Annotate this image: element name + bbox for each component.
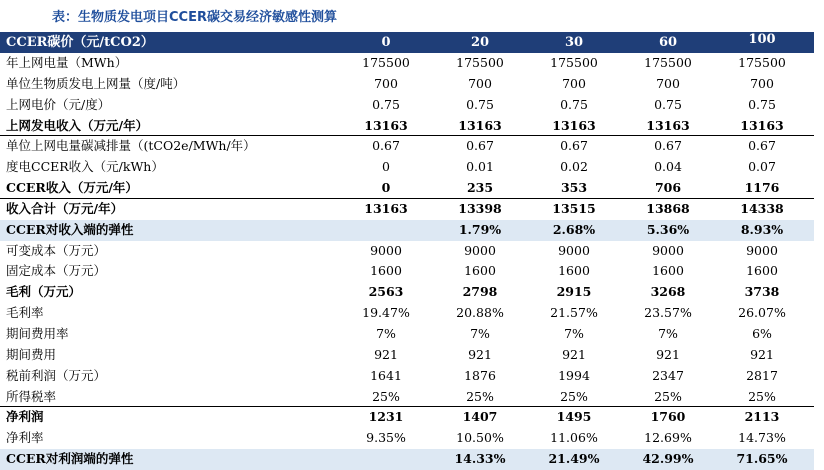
row-value: 7% bbox=[470, 325, 490, 341]
row-label: CCER对收入端的弹性 bbox=[6, 221, 134, 237]
row-tariff bbox=[0, 95, 814, 116]
row-value: 700 bbox=[750, 75, 774, 91]
row-value: 14338 bbox=[740, 200, 784, 216]
row-value: 700 bbox=[468, 75, 492, 91]
row-value: 0.67 bbox=[466, 138, 494, 154]
row-value: 2798 bbox=[462, 284, 498, 300]
row-value: 0.01 bbox=[466, 159, 494, 175]
row-value: 21.57% bbox=[550, 305, 598, 321]
row-label: 上网发电收入（万元/年） bbox=[6, 117, 149, 133]
row-value: 25% bbox=[654, 388, 682, 404]
row-value: 0.67 bbox=[748, 138, 776, 154]
row-value: 175500 bbox=[550, 55, 598, 70]
table-body bbox=[0, 53, 814, 470]
row-value: 9000 bbox=[746, 242, 778, 258]
row-value: 25% bbox=[372, 388, 400, 404]
row-value: 2.68% bbox=[552, 221, 596, 237]
row-value: 1407 bbox=[462, 409, 498, 425]
row-value: 1600 bbox=[370, 263, 402, 279]
row-label: CCER收入（万元/年） bbox=[6, 180, 138, 196]
row-value: 353 bbox=[560, 180, 588, 196]
row-value: 14.33% bbox=[454, 451, 506, 467]
row-label: 上网电价（元/度） bbox=[6, 96, 111, 112]
header-col-0: 0 bbox=[381, 35, 391, 50]
row-value: 9000 bbox=[652, 242, 684, 258]
row-total-revenue bbox=[0, 199, 814, 220]
table-title: 表：生物质发电项目CCER碳交易经济敏感性测算 bbox=[52, 10, 337, 25]
row-value: 42.99% bbox=[642, 451, 694, 467]
row-label: 固定成本（万元） bbox=[6, 263, 107, 279]
row-value: 9000 bbox=[464, 242, 496, 258]
row-value: 13515 bbox=[552, 200, 596, 216]
row-label: 期间费用率 bbox=[6, 325, 69, 341]
row-value: 7% bbox=[564, 325, 584, 341]
row-label: 可变成本（万元） bbox=[6, 242, 107, 258]
row-net-margin bbox=[0, 428, 814, 449]
row-value: 2563 bbox=[368, 284, 404, 300]
row-value: 8.93% bbox=[740, 221, 784, 237]
row-profit-elasticity bbox=[0, 449, 814, 470]
row-power-revenue bbox=[0, 116, 814, 137]
header-col-100: 100 bbox=[748, 32, 776, 47]
row-label: 期间费用 bbox=[6, 346, 57, 362]
row-value: 25% bbox=[748, 388, 776, 404]
row-value: 2915 bbox=[556, 284, 592, 300]
row-value: 0.67 bbox=[560, 138, 588, 154]
row-value: 12.69% bbox=[644, 430, 692, 446]
row-value: 2817 bbox=[746, 367, 778, 383]
row-value: 26.07% bbox=[738, 305, 786, 321]
row-value: 175500 bbox=[644, 55, 692, 70]
row-value: 700 bbox=[374, 75, 398, 91]
row-value: 21.49% bbox=[548, 451, 600, 467]
row-emission-reduction bbox=[0, 136, 814, 157]
row-value: 0.67 bbox=[372, 138, 400, 154]
row-value: 10.50% bbox=[456, 430, 504, 446]
row-value: 1760 bbox=[650, 409, 686, 425]
row-label: 净利率 bbox=[6, 430, 44, 446]
row-value: 175500 bbox=[738, 55, 786, 70]
header-col-30: 30 bbox=[564, 35, 584, 50]
row-value: 1600 bbox=[464, 263, 496, 279]
header-col-60: 60 bbox=[658, 35, 678, 50]
row-value: 13163 bbox=[740, 117, 784, 133]
row-value: 1641 bbox=[370, 367, 402, 383]
row-ccer-revenue bbox=[0, 178, 814, 199]
header-label: CCER碳价（元/tCO2） bbox=[6, 35, 154, 50]
row-period-expense bbox=[0, 345, 814, 366]
row-value: 0.75 bbox=[560, 96, 588, 112]
row-unit-output bbox=[0, 74, 814, 95]
row-value: 0.07 bbox=[748, 159, 776, 175]
row-value: 921 bbox=[656, 346, 680, 362]
row-label: 度电CCER收入（元/kWh） bbox=[6, 159, 164, 175]
row-value: 1176 bbox=[744, 180, 780, 196]
row-value: 71.65% bbox=[736, 451, 788, 467]
row-value: 700 bbox=[656, 75, 680, 91]
row-value: 921 bbox=[562, 346, 586, 362]
row-value: 9.35% bbox=[366, 430, 406, 446]
row-value: 9000 bbox=[370, 242, 402, 258]
row-value: 6% bbox=[752, 325, 772, 341]
row-value: 13163 bbox=[646, 117, 690, 133]
row-value: 13398 bbox=[458, 200, 502, 216]
row-value: 2113 bbox=[744, 409, 780, 425]
row-value: 1231 bbox=[368, 409, 404, 425]
row-value: 1495 bbox=[556, 409, 592, 425]
row-label: 毛利（万元） bbox=[6, 284, 82, 300]
row-value: 2347 bbox=[652, 367, 684, 383]
row-value: 175500 bbox=[456, 55, 504, 70]
row-net-profit bbox=[0, 407, 814, 428]
row-label: CCER对利润端的弹性 bbox=[6, 451, 134, 467]
row-label: 所得税率 bbox=[6, 388, 57, 404]
row-value: 1.79% bbox=[458, 221, 502, 237]
row-value: 0.75 bbox=[748, 96, 776, 112]
row-value: 921 bbox=[750, 346, 774, 362]
row-value: 3268 bbox=[650, 284, 686, 300]
row-value: 11.06% bbox=[550, 430, 598, 446]
row-value: 921 bbox=[468, 346, 492, 362]
row-gross-profit bbox=[0, 282, 814, 303]
row-label: 单位上网电量碳减排量（(tCO2e/MWh/年） bbox=[6, 138, 256, 154]
row-value: 13868 bbox=[646, 200, 690, 216]
row-value: 0.67 bbox=[654, 138, 682, 154]
row-label: 收入合计（万元/年） bbox=[6, 200, 124, 216]
row-value: 13163 bbox=[364, 117, 408, 133]
row-value: 1876 bbox=[464, 367, 496, 383]
row-gross-margin bbox=[0, 303, 814, 324]
row-value: 0 bbox=[381, 180, 391, 196]
row-value: 23.57% bbox=[644, 305, 692, 321]
row-value: 0.75 bbox=[466, 96, 494, 112]
row-value: 20.88% bbox=[456, 305, 504, 321]
row-value: 7% bbox=[376, 325, 396, 341]
row-label: 税前利润（万元） bbox=[6, 367, 107, 383]
row-label: 年上网电量（MWh） bbox=[6, 55, 128, 70]
row-value: 1600 bbox=[652, 263, 684, 279]
row-fixed-cost bbox=[0, 261, 814, 282]
row-value: 1994 bbox=[558, 367, 590, 383]
row-value: 13163 bbox=[364, 200, 408, 216]
row-value: 700 bbox=[562, 75, 586, 91]
row-value: 13163 bbox=[552, 117, 596, 133]
row-value: 0.75 bbox=[654, 96, 682, 112]
table-header bbox=[0, 32, 814, 53]
row-expense-ratio bbox=[0, 324, 814, 345]
row-pretax-profit bbox=[0, 366, 814, 387]
row-value: 14.73% bbox=[738, 430, 786, 446]
row-value: 0 bbox=[382, 159, 390, 175]
row-label: 毛利率 bbox=[6, 305, 44, 321]
row-value: 1600 bbox=[558, 263, 590, 279]
row-value: 13163 bbox=[458, 117, 502, 133]
row-value: 706 bbox=[654, 180, 682, 196]
row-value: 0.04 bbox=[654, 159, 682, 175]
row-value: 921 bbox=[374, 346, 398, 362]
row-tax-rate bbox=[0, 387, 814, 408]
row-value: 25% bbox=[560, 388, 588, 404]
row-value: 9000 bbox=[558, 242, 590, 258]
header-col-20: 20 bbox=[470, 35, 490, 50]
row-value: 235 bbox=[466, 180, 494, 196]
row-value: 0.75 bbox=[372, 96, 400, 112]
row-value: 1600 bbox=[746, 263, 778, 279]
row-annual-output bbox=[0, 53, 814, 74]
row-variable-cost bbox=[0, 241, 814, 262]
row-label: 单位生物质发电上网量（度/吨） bbox=[6, 75, 186, 91]
row-value: 19.47% bbox=[362, 305, 410, 321]
row-value: 175500 bbox=[362, 55, 410, 70]
row-label: 净利润 bbox=[6, 409, 44, 425]
row-value: 0.02 bbox=[560, 159, 588, 175]
row-revenue-elasticity bbox=[0, 220, 814, 241]
row-value: 3738 bbox=[744, 284, 780, 300]
row-ccer-per-kwh bbox=[0, 157, 814, 178]
row-value: 5.36% bbox=[646, 221, 690, 237]
row-value: 7% bbox=[658, 325, 678, 341]
row-value: 25% bbox=[466, 388, 494, 404]
